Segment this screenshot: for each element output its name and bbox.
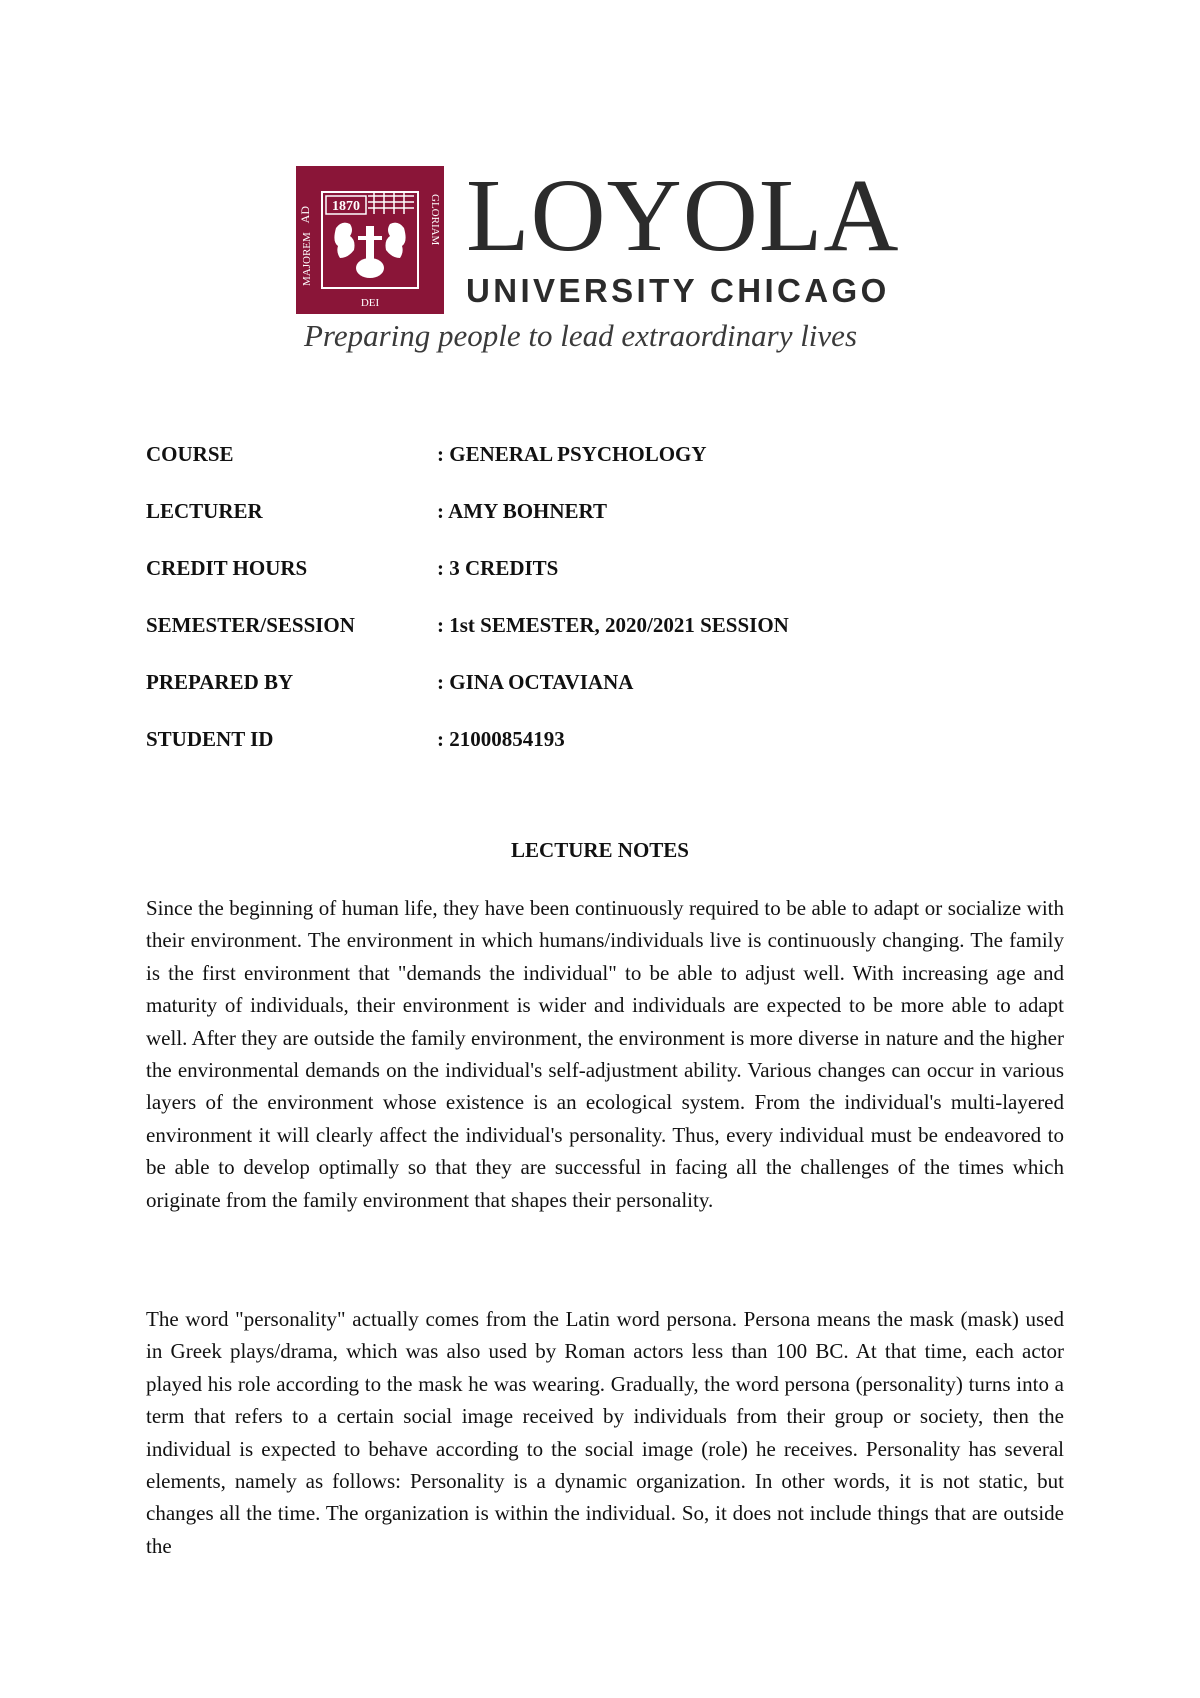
info-label: COURSE (146, 442, 234, 466)
tagline: Preparing people to lead extraordinary lives (304, 318, 858, 353)
info-value: : AMY BOHNERT (437, 499, 607, 523)
svg-text:DEI: DEI (360, 297, 380, 309)
svg-text:AD: AD (298, 206, 312, 224)
info-row-credit-hours (146, 554, 1066, 611)
info-value: : GENERAL PSYCHOLOGY (437, 442, 707, 466)
wordmark-main: LOYOLA (466, 158, 900, 273)
svg-text:MAJOREM: MAJOREM (301, 232, 313, 286)
info-row-semester (146, 611, 1066, 668)
wordmark-sub: UNIVERSITY CHICAGO (466, 272, 890, 309)
info-value: : GINA OCTAVIANA (437, 670, 634, 694)
body-paragraph: The word "personality" actually comes from the Latin word persona. Persona means the mask (mask) used in Greek plays/drama, which was also used by Roman actors less than 100 BC. At that time, each actor played his role according to the mask he was wearing. Gradually, the word persona (personality) turns into a term that refers to a certain social image received by individuals from their group or society, then the individual is expected to behave according to the social image (role) he receives. Personality has several elements, namely as follows: Personality is a dynamic organization. In other words, it is not static, but changes all the time. The organization is within the individual. So, it does not include things that are outside the (146, 1307, 1064, 1558)
info-value: : 1st SEMESTER, 2020/2021 SESSION (437, 613, 789, 637)
info-row-lecturer (146, 497, 1066, 554)
svg-text:GLORIAM: GLORIAM (429, 194, 441, 246)
seal-year: 1870 (332, 199, 360, 214)
info-label: PREPARED BY (146, 670, 294, 694)
section-title: LECTURE NOTES (511, 838, 689, 862)
course-info (146, 440, 1066, 782)
info-label: SEMESTER/SESSION (146, 613, 355, 637)
info-value: : 3 CREDITS (437, 556, 559, 580)
info-label: LECTURER (146, 499, 263, 523)
wordmark (466, 158, 916, 310)
info-value: : 21000854193 (437, 727, 565, 751)
body-paragraph: Since the beginning of human life, they have been continuously required to be able to adapt or socialize with their environment. The environment in which humans/individuals live is continuously changing. The family is the first environment that "demands the individual" to be able to adjust well. With increasing age and maturity of individuals, their environment is wider and individuals are expected to be more able to adapt well. After they are outside the family environment, the environment is more diverse in nature and the higher the environmental demands on the individual's self-adjustment ability. Various changes can occur in various layers of the environment whose existence is an ecological system. From the individual's multi-layered environment it will clearly affect the individual's personality. Thus, every individual must be endeavored to be able to develop optimally so that they are successful in facing all the challenges of the times which originate from the family environment that shapes their personality. (146, 896, 1064, 1212)
info-row-course (146, 440, 1066, 497)
info-row-student-id (146, 725, 1066, 782)
info-row-prepared-by (146, 668, 1066, 725)
info-label: STUDENT ID (146, 727, 274, 751)
info-label: CREDIT HOURS (146, 556, 308, 580)
university-seal-icon (296, 166, 444, 314)
